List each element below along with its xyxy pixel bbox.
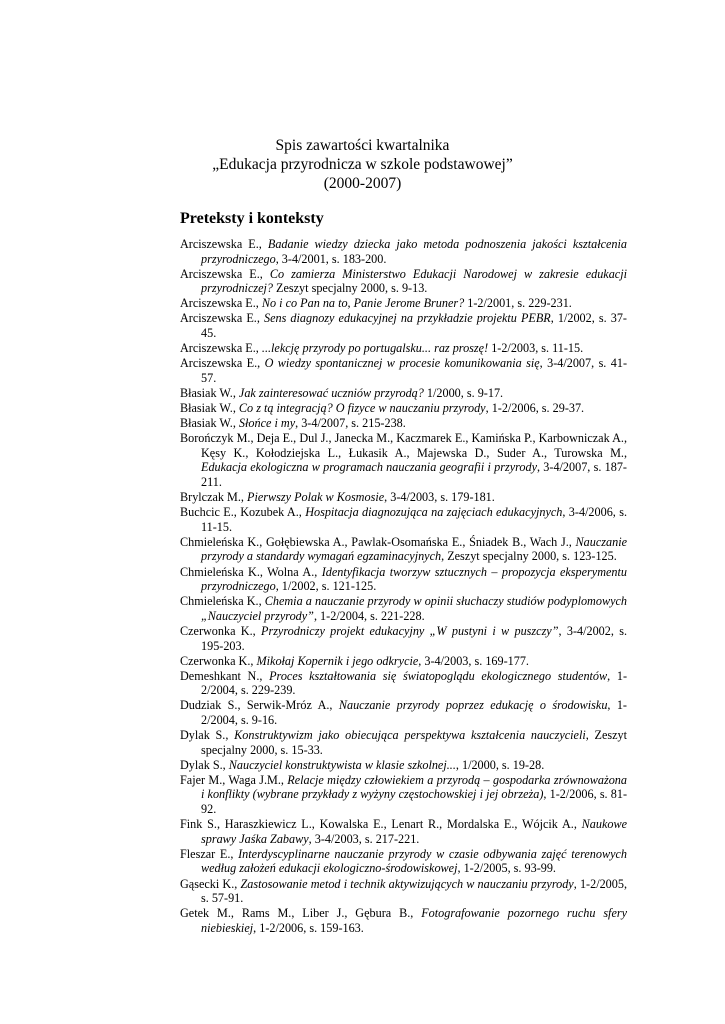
entry-title: Nauczanie przyrody poprzez edukację o środowisku [338,698,608,713]
entry-authors: Brylczak M., [180,490,248,505]
entry-source: , 3-4/2003, s. 179-181. [384,490,495,505]
bibliography-entry [180,728,627,757]
entry-authors: Chmieleńska K., Wolna A., [180,564,322,579]
entry-source: , 3-4/2003, s. 217-221. [308,831,420,846]
entry-authors: Arciszewska E., [180,237,268,251]
entry-source: 1-2/2003, s. 11-15. [488,341,584,356]
entry-source: , 1-2/2004, s. 221-228. [313,608,425,623]
entry-source: , 1-2/2004, s. 229-239. [201,668,628,698]
bibliography-entry [180,416,627,431]
document-header [0,136,725,193]
entry-title: Słońce i my [238,416,296,431]
bibliography-entry [180,401,627,416]
bibliography-entry [180,267,627,296]
entry-source: , Zeszyt specjalny 2000, s. 123-125. [441,549,617,564]
entry-authors: Chmieleńska K., Gołębiewska A., Pawlak-Osomańska E., Śniadek B., Wach J., [180,534,576,549]
entry-source: , 1-2/2005, s. 93-99. [457,861,556,876]
entry-authors: Getek M., Rams M., Liber J., Gębura B., [180,906,422,921]
entry-title: Badanie wiedzy dziecka jako metoda podnoszenia jakości kształcenia przyrodniczego [201,237,627,266]
bibliography-entry [180,847,627,876]
entry-source: , 3-4/2001, s. 183-200. [275,251,387,266]
entry-authors: Czerwonka K., [180,623,261,638]
entry-title: No i co Pan na to, Panie Jerome Bruner? [261,296,465,311]
bibliography-entry [180,698,627,727]
entry-source: , 1-2/2006, s. 159-163. [253,920,364,935]
bibliography-list [180,237,627,936]
entry-authors: Dudziak S., Serwik-Mróz A., [180,698,339,713]
entry-source: , 3-4/2002, s. 195-203. [201,623,627,653]
entry-authors: Błasiak W., [180,385,239,400]
entry-source: , 1-2/2006, s. 81-92. [201,787,628,817]
entry-title: O wiedzy spontanicznej w procesie komunikowania się [264,356,540,371]
entry-authors: Czerwonka K., [180,653,257,668]
entry-title: Identyfikacja tworzyw sztucznych – propozycja eksperymentu przyrodniczego [201,564,627,594]
entry-title: Edukacja ekologiczna w programach nauczania geografii i przyrody [201,460,537,475]
bibliography-entry [180,624,627,653]
bibliography-entry [180,341,627,356]
section-title: Preteksty i konteksty [180,210,324,227]
bibliography-entry [180,296,627,311]
bibliography-entry [180,311,627,340]
bibliography-entry [180,654,627,669]
entry-authors: Dylak S., [180,728,235,743]
entry-source: 1/2000, s. 9-17. [423,385,504,400]
entry-title: Co z tą integracją? O fizyce w nauczaniu przyrody [238,401,486,416]
entry-title: Jak zainteresować uczniów przyrodą? [238,385,424,400]
entry-source: , 1/2000, s. 19-28. [455,757,545,772]
entry-title: Hospitacja diagnozująca na zajęciach edukacyjnych [305,505,563,520]
header-line-1: Spis zawartości kwartalnika [275,137,450,154]
entry-authors: Błasiak W., [180,401,239,416]
entry-authors: Arciszewska E., [180,266,270,281]
entry-authors: Fleszar E., [180,846,239,861]
entry-authors: Chmieleńska K., [180,594,265,609]
header-line-3: (2000-2007) [323,175,402,192]
entry-authors: Arciszewska E., [180,311,264,326]
bibliography-entry [180,505,627,534]
entry-authors: Borończyk M., Deja E., Dul J., Janecka M., Kaczmarek E., Kamińska P., Karbowniczak A., Kęsy K., Kołodziejska L., Łukasik A., Majewska D., Suder A., Turowska M., [180,431,627,460]
bibliography-entry [180,565,627,594]
bibliography-entry [180,594,627,623]
entry-title: Relacje między człowiekiem a przyrodą – gospodarka zrównoważona i konflikty (wybrane przykłady z wyżyny częstochowskiej i jej obrzeża) [201,772,627,802]
header-line-2: „Edukacja przyrodnicza w szkole podstawowej” [212,156,513,173]
entry-source: , 1-2/2004, s. 9-16. [201,698,627,727]
entry-title: Przyrodniczy projekt edukacyjny „W pustyni i w puszczy” [261,623,559,638]
entry-authors: Arciszewska E., [180,341,262,356]
entry-authors: Arciszewska E., [180,296,262,311]
entry-authors: Fink S., Haraszkiewicz L., Kowalska E., Lenart R., Mordalska E., Wójcik A., [180,817,582,832]
entry-authors: Błasiak W., [180,416,239,431]
entry-source: , 3-4/2003, s. 169-177. [418,653,529,668]
bibliography-entry [180,386,627,401]
entry-source: Zeszyt specjalny 2000, s. 9-13. [273,281,428,296]
entry-title: Zastosowanie metod i technik aktywizujących w nauczaniu przyrody [240,876,574,891]
entry-source: , Zeszyt specjalny 2000, s. 15-33. [201,728,627,757]
bibliography-entry [180,906,627,935]
bibliography-entry [180,535,627,564]
entry-title: Fotografowanie pozornego ruchu sfery niebieskiej [201,906,628,935]
entry-title: Nauczanie przyrody a standardy wymagań egzaminacyjnych [201,534,627,564]
entry-source: , 3-4/2007, s. 187-211. [201,460,627,489]
entry-authors: Fajer M., Waga J.M., [180,772,288,787]
entry-source: , 1-2/2006, s. 29-37. [485,401,585,416]
bibliography-entry [180,490,627,505]
entry-source: 1-2/2001, s. 229-231. [464,296,572,311]
entry-authors: Buchcic E., Kozubek A., [180,505,306,520]
entry-title: Mikołaj Kopernik i jego odkrycie [256,653,419,668]
entry-title: Konstruktywizm jako obiecująca perspektywa kształcenia nauczycieli [234,728,586,743]
entry-authors: Demeshkant N., [180,668,270,683]
entry-authors: Arciszewska E., [180,356,265,371]
bibliography-entry [180,773,627,817]
bibliography-entry [180,758,627,773]
entry-title: Interdyscyplinarne nauczanie przyrody w czasie odbywania zajęć terenowych według założeń edukacji ekologiczno-środowiskowej [201,846,628,876]
entry-title: Pierwszy Polak w Kosmosie [247,490,385,505]
entry-source: , 3-4/2007, s. 215-238. [295,416,406,431]
entry-title: Co zamierza Ministerstwo Edukacji Narodowej w zakresie edukacji przyrodniczej? [201,266,627,296]
entry-authors: Dylak S., [180,757,229,772]
entry-title: Chemia a nauczanie przyrody w opinii słuchaczy studiów podyplomowych „Nauczyciel przyrody” [201,594,627,623]
entry-title: ...lekcję przyrody po portugalsku... raz proszę! [261,341,489,356]
entry-title: Proces kształtowania się światopoglądu ekologicznego studentów [269,668,608,683]
bibliography-entry [180,877,627,906]
bibliography-entry [180,669,627,698]
entry-source: , 1/2002, s. 37-45. [201,311,627,341]
bibliography-entry [180,356,627,385]
entry-source: , 1-2/2005, s. 57-91. [201,876,627,906]
bibliography-entry [180,237,627,266]
bibliography-entry [180,817,627,846]
entry-title: Sens diagnozy edukacyjnej na przykładzie projektu PEBR [264,311,551,326]
entry-source: , 3-4/2006, s. 11-15. [201,505,628,534]
entry-source: , 3-4/2007, s. 41-57. [201,356,627,385]
entry-authors: Gąsecki K., [180,876,241,891]
entry-title: Nauczyciel konstruktywista w klasie szkolnej... [228,757,456,772]
entry-title: Naukowe sprawy Jaśka Zabawy [201,817,627,846]
entry-source: , 1/2002, s. 121-125. [275,579,377,594]
bibliography-entry [180,431,627,489]
